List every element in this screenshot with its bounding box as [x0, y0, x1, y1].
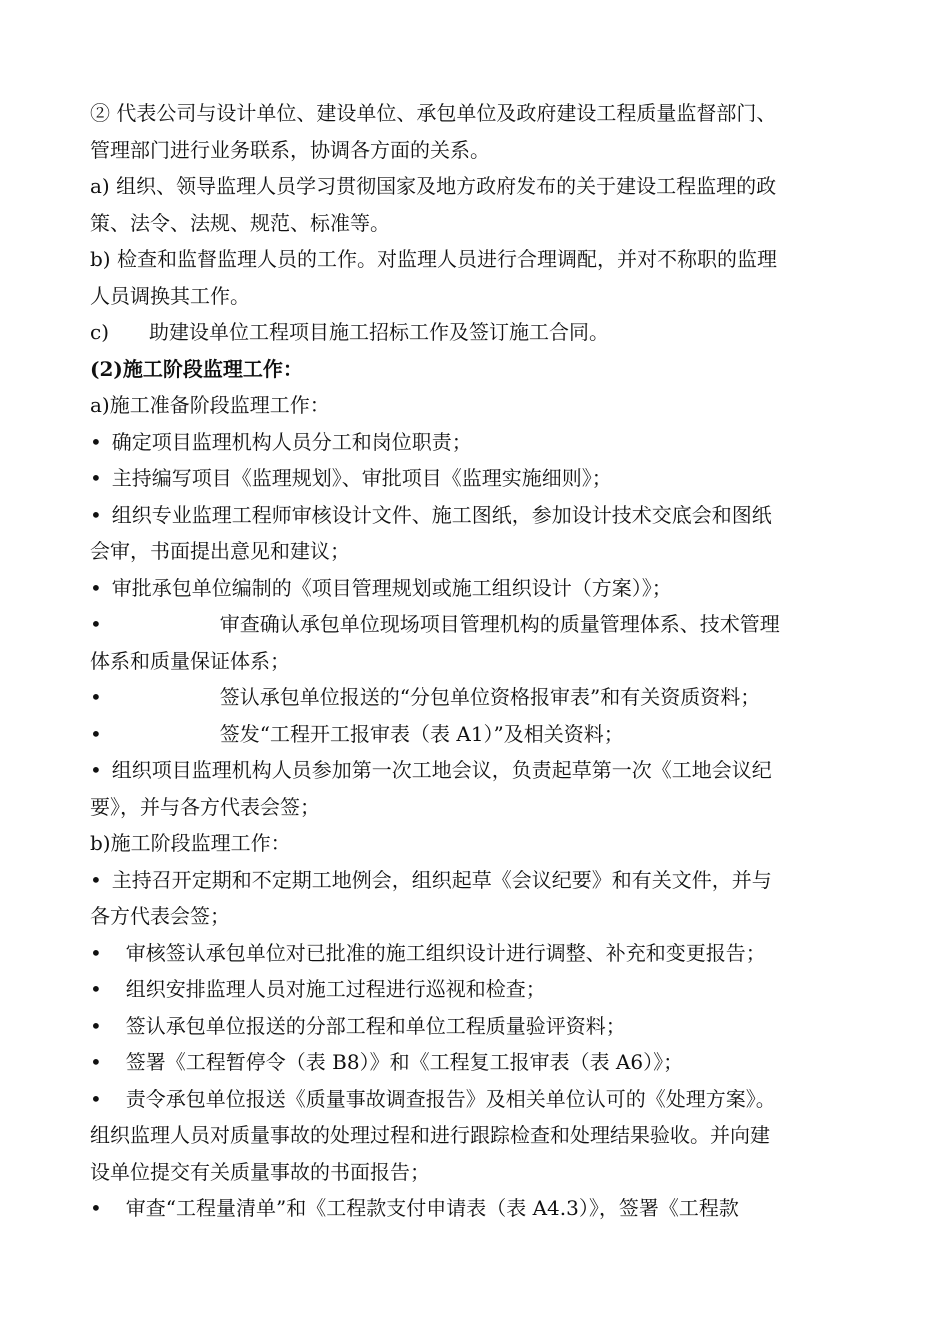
paragraph-line: 策、法令、法规、规范、标准等。 [90, 210, 390, 235]
paragraph-line: 设单位提交有关质量事故的书面报告； [90, 1159, 430, 1184]
bullet-text: 审查“工程量清单”和《工程款支付申请表（表 A4.3）》，签署《工程款 [125, 1196, 739, 1220]
subsection-heading: a)施工准备阶段监理工作： [90, 393, 330, 417]
bullet-icon: • [90, 721, 102, 746]
subsection-heading: b)施工阶段监理工作： [90, 831, 291, 855]
bullet-text: 责令承包单位报送《质量事故调查报告》及相关单位认可的《处理方案》。 [125, 1086, 776, 1111]
list-item-text: 助建设单位工程项目施工招标工作及签订施工合同。 [149, 320, 610, 344]
bullet-icon: • [90, 502, 102, 527]
bullet-icon: • [90, 758, 102, 782]
section-heading: (2)施工阶段监理工作： [90, 356, 303, 381]
bullet-text: 主持召开定期和不定期工地例会，组织起草《会议纪要》和有关文件，并与 [111, 867, 772, 892]
paragraph-line: 体系和质量保证体系； [90, 648, 290, 673]
bullet-item [90, 935, 880, 972]
bullet-item [90, 424, 880, 461]
bullet-icon: • [90, 977, 102, 1001]
paragraph-line: a) 组织、领导监理人员学习贯彻国家及地方政府发布的关于建设工程监理的政 [90, 174, 777, 198]
paragraph-line: 人员调换其工作。 [90, 283, 250, 308]
bullet-item [90, 460, 880, 497]
list-item [90, 314, 880, 351]
bullet-icon: • [90, 612, 102, 636]
bullet-text: 组织安排监理人员对施工过程进行巡视和检查； [125, 977, 546, 1001]
paragraph-line: 各方代表会签； [90, 904, 230, 928]
bullet-text: 组织项目监理机构人员参加第一次工地会议，负责起草第一次《工地会议纪 [111, 758, 772, 782]
bullet-text: 审核签认承包单位对已批准的施工组织设计进行调整、补充和变更报告； [125, 940, 766, 965]
paragraph-line: 管理部门进行业务联系，协调各方面的关系。 [90, 137, 490, 162]
bullet-icon: • [90, 1050, 102, 1074]
list-marker: c) [90, 320, 110, 344]
bullet-text: 签认承包单位报送的分部工程和单位工程质量验评资料； [125, 1013, 626, 1038]
bullet-icon: • [90, 575, 102, 600]
bullet-text: 签署《工程暂停令（表 B8）》和《工程复工报审表（表 A6）》； [125, 1050, 684, 1074]
bullet-item [90, 862, 880, 899]
paragraph-line: 组织监理人员对质量事故的处理过程和进行跟踪检查和处理结果验收。并向建 [90, 1123, 770, 1147]
bullet-text: 审批承包单位编制的《项目管理规划或施工组织设计（方案）》； [111, 575, 672, 600]
bullet-icon: • [90, 429, 102, 454]
bullet-item [90, 497, 880, 534]
bullet-text: 签发“工程开工报审表（表 A1）”及相关资料； [219, 721, 624, 746]
bullet-icon: • [90, 940, 102, 965]
bullet-item [90, 1190, 880, 1227]
bullet-text: 确定项目监理机构人员分工和岗位职责； [111, 429, 472, 454]
paragraph-line: 会审，书面提出意见和建议； [90, 539, 350, 563]
bullet-icon: • [90, 685, 102, 709]
bullet-icon: • [90, 867, 102, 892]
bullet-item [90, 1081, 880, 1118]
paragraph-line: b) 检查和监督监理人员的工作。对监理人员进行合理调配，并对不称职的监理 [90, 247, 777, 271]
bullet-item [90, 1008, 880, 1045]
bullet-item [90, 971, 880, 1008]
bullet-text: 审查确认承包单位现场项目管理机构的质量管理体系、技术管理 [219, 612, 780, 636]
bullet-item [90, 679, 880, 716]
bullet-text: 组织专业监理工程师审核设计文件、施工图纸，参加设计技术交底会和图纸 [111, 502, 772, 527]
bullet-icon: • [90, 1086, 102, 1111]
bullet-item [90, 1044, 880, 1081]
bullet-icon: • [90, 1013, 102, 1038]
document-page [90, 95, 880, 1227]
bullet-item [90, 570, 880, 607]
paragraph-line: 要》，并与各方代表会签； [90, 794, 320, 819]
paragraph-line: ② 代表公司与设计单位、建设单位、承包单位及政府建设工程质量监督部门、 [90, 101, 777, 125]
bullet-item [90, 716, 880, 753]
bullet-text: 主持编写项目《监理规划》、审批项目《监理实施细则》； [111, 466, 612, 490]
bullet-icon: • [90, 466, 102, 490]
bullet-text: 签认承包单位报送的“分包单位资格报审表”和有关资质资料； [219, 685, 761, 709]
bullet-item [90, 606, 880, 643]
bullet-icon: • [90, 1196, 102, 1220]
bullet-item [90, 752, 880, 789]
